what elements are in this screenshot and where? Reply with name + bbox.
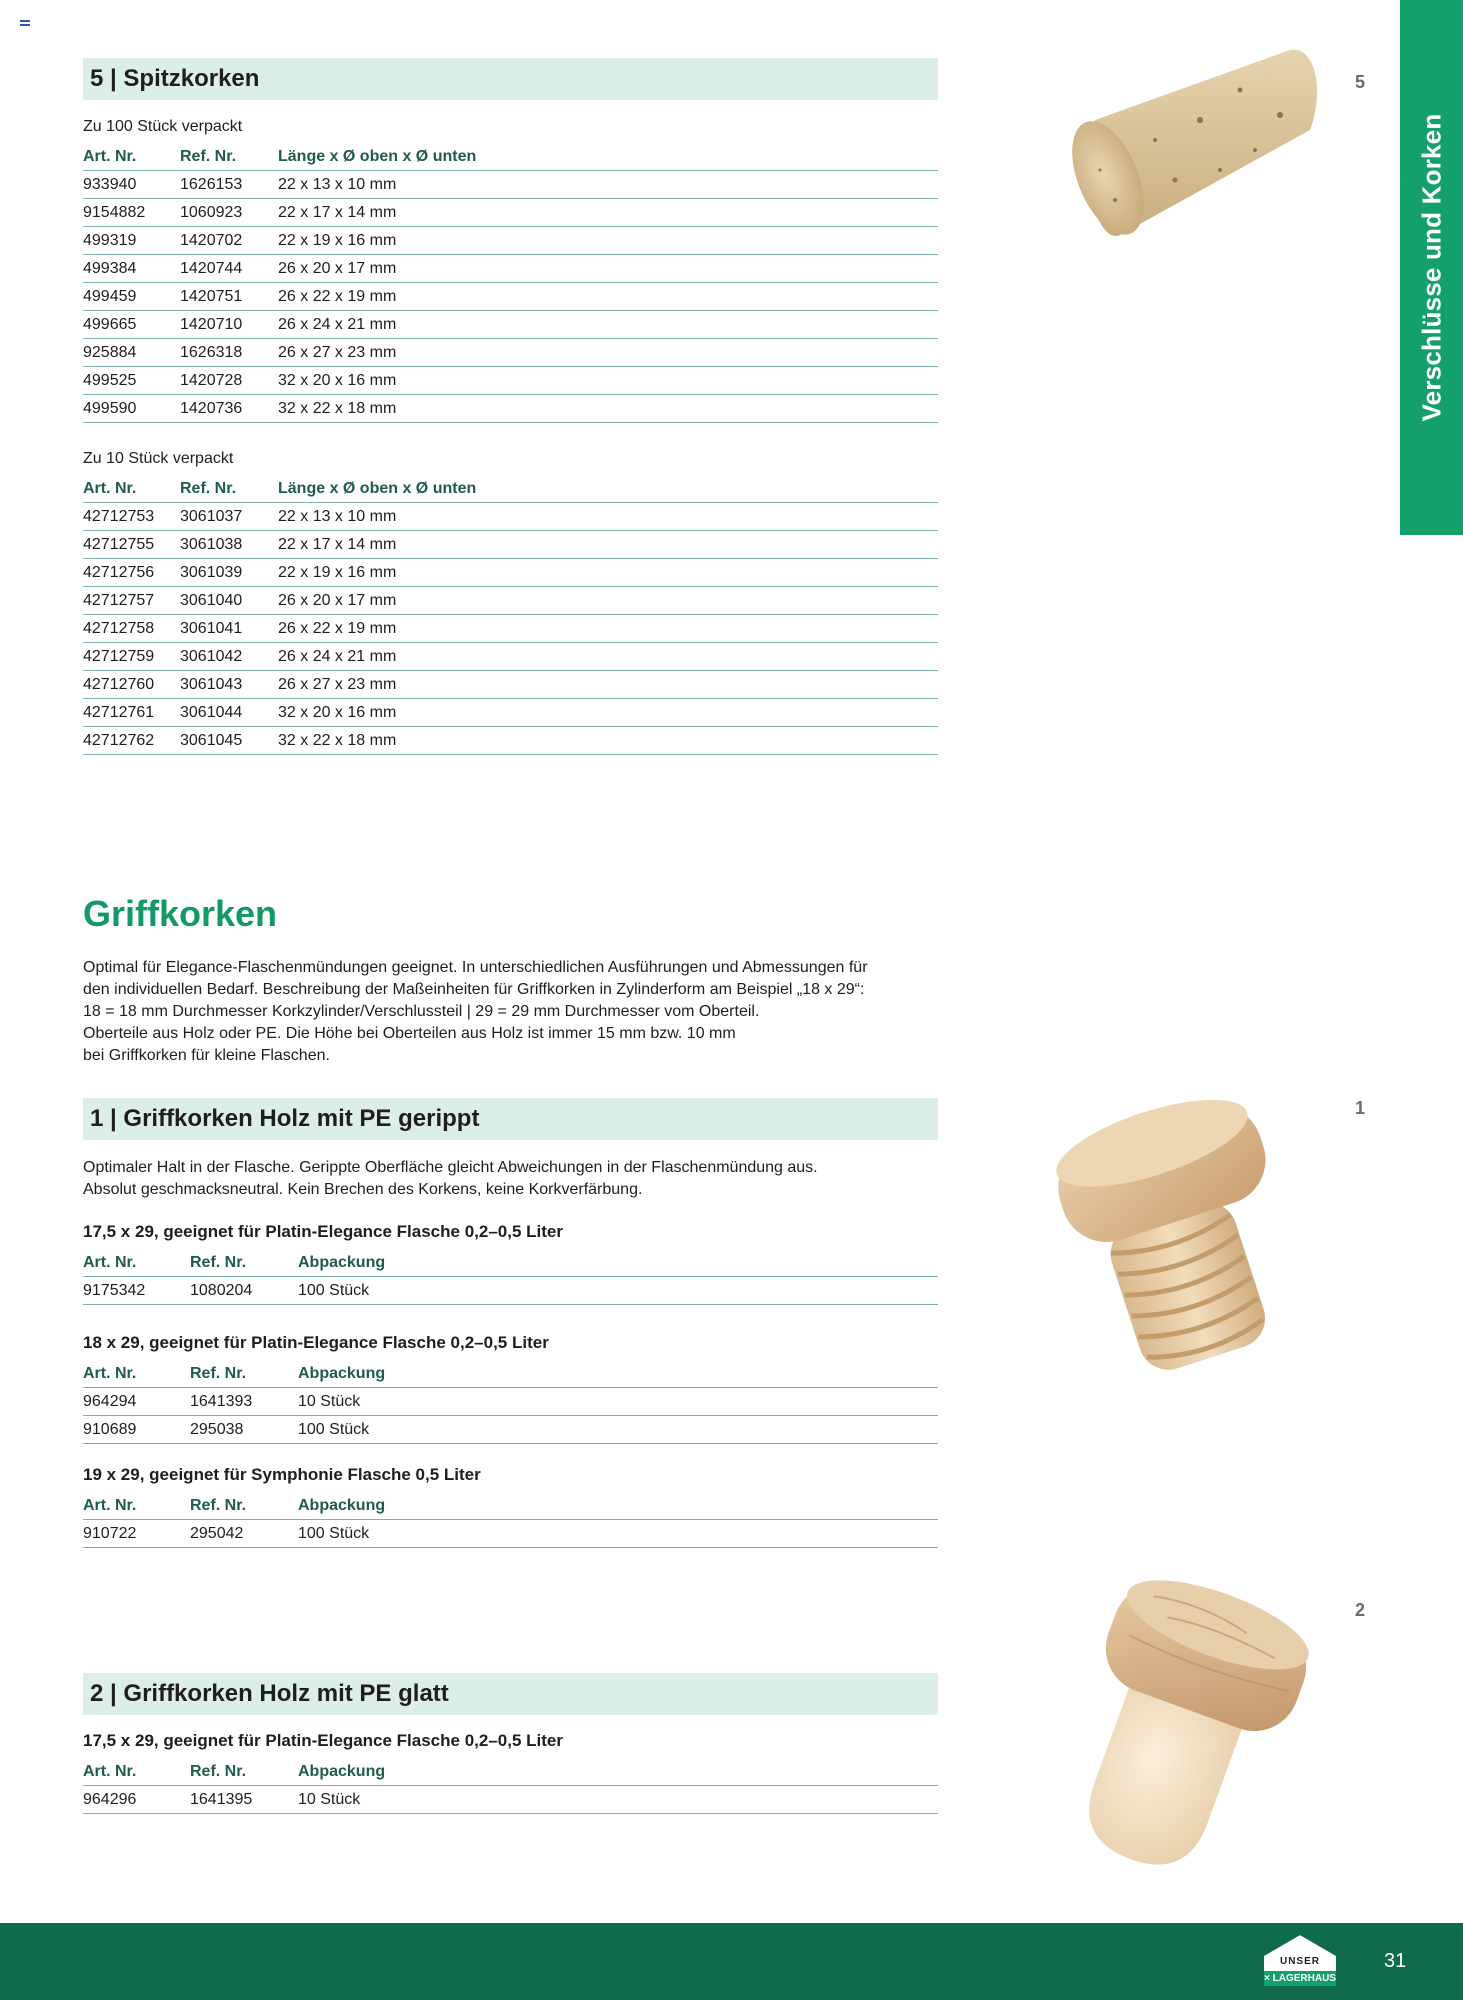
- cell-art-nr: 910722: [83, 1520, 190, 1548]
- cell-art-nr: 933940: [83, 171, 180, 199]
- cell-art-nr: 42712762: [83, 727, 180, 755]
- cell-ref-nr: 295042: [190, 1520, 298, 1548]
- cell-art-nr: 964294: [83, 1388, 190, 1416]
- cell-art-nr: 499665: [83, 311, 180, 339]
- cell-dimensions: 22 x 19 x 16 mm: [278, 559, 938, 587]
- table-row: [83, 1388, 938, 1416]
- cell-ref-nr: 295038: [190, 1416, 298, 1444]
- cell-ref-nr: 1420751: [180, 283, 278, 311]
- table-row: [83, 227, 938, 255]
- col-ref-nr: Ref. Nr.: [180, 143, 278, 171]
- cell-ref-nr: 3061040: [180, 587, 278, 615]
- cell-ref-nr: 1626318: [180, 339, 278, 367]
- table-row: [83, 199, 938, 227]
- glatt-table-1: [83, 1758, 938, 1814]
- table-row: [83, 1786, 938, 1814]
- cell-art-nr: 499384: [83, 255, 180, 283]
- cell-abpackung: 100 Stück: [298, 1416, 938, 1444]
- cell-abpackung: 100 Stück: [298, 1277, 938, 1305]
- col-abpackung: Abpackung: [298, 1492, 938, 1520]
- cell-ref-nr: 1420744: [180, 255, 278, 283]
- table-row: [83, 559, 938, 587]
- cell-art-nr: 42712759: [83, 643, 180, 671]
- table-row: [83, 255, 938, 283]
- table-row: [83, 1277, 938, 1305]
- cell-art-nr: 499590: [83, 395, 180, 423]
- spitzkorken-table-100: [83, 143, 938, 423]
- gerippt-table-2: [83, 1360, 938, 1444]
- gerippt-description: [83, 1157, 953, 1201]
- cell-ref-nr: 1641393: [190, 1388, 298, 1416]
- griffkorken-title: Griffkorken: [83, 893, 278, 934]
- table-row: [83, 727, 938, 755]
- logo-text-2: × LAGERHAUS: [1264, 1973, 1336, 1984]
- col-ref-nr: Ref. Nr.: [190, 1249, 298, 1277]
- cell-art-nr: 499459: [83, 283, 180, 311]
- cell-dimensions: 32 x 20 x 16 mm: [278, 367, 938, 395]
- col-abpackung: Abpackung: [298, 1249, 938, 1277]
- table-row: [83, 699, 938, 727]
- cell-dimensions: 22 x 19 x 16 mm: [278, 227, 938, 255]
- section-heading-gerippt: 1 | Griffkorken Holz mit PE gerippt: [83, 1098, 938, 1140]
- cell-dimensions: 22 x 13 x 10 mm: [278, 171, 938, 199]
- menu-icon[interactable]: [20, 20, 30, 28]
- cell-dimensions: 32 x 22 x 18 mm: [278, 395, 938, 423]
- col-abpackung: Abpackung: [298, 1360, 938, 1388]
- cell-dimensions: 26 x 20 x 17 mm: [278, 255, 938, 283]
- cell-ref-nr: 1420710: [180, 311, 278, 339]
- cell-art-nr: 925884: [83, 339, 180, 367]
- col-abpackung: Abpackung: [298, 1758, 938, 1786]
- side-tab-label: Verschlüsse und Korken: [1416, 113, 1446, 422]
- gerippt-subhead: 19 x 29, geeignet für Symphonie Flasche 0,5 Liter: [83, 1465, 481, 1484]
- cell-art-nr: 42712753: [83, 503, 180, 531]
- gerippt-subhead: 17,5 x 29, geeignet für Platin-Elegance Flasche 0,2–0,5 Liter: [83, 1222, 563, 1241]
- cell-art-nr: 964296: [83, 1786, 190, 1814]
- cell-art-nr: 42712761: [83, 699, 180, 727]
- cell-art-nr: 499319: [83, 227, 180, 255]
- col-art-nr: Art. Nr.: [83, 1758, 190, 1786]
- cell-abpackung: 100 Stück: [298, 1520, 938, 1548]
- figure-number-2: 2: [1355, 1600, 1366, 1620]
- group-caption: Zu 10 Stück verpackt: [83, 450, 234, 467]
- cell-dimensions: 32 x 22 x 18 mm: [278, 727, 938, 755]
- intro-line: bei Griffkorken für kleine Flaschen.: [83, 1047, 330, 1064]
- spitzkorken-table-10: [83, 475, 938, 755]
- cell-art-nr: 42712756: [83, 559, 180, 587]
- glatt-image: [1040, 1570, 1330, 1890]
- intro-line: den individuellen Bedarf. Beschreibung der Maßeinheiten für Griffkorken in Zylinderform am Beispiel „18 x 29“:: [83, 981, 865, 998]
- table-row: [83, 367, 938, 395]
- section-heading-glatt: 2 | Griffkorken Holz mit PE glatt: [83, 1673, 938, 1715]
- cell-ref-nr: 1080204: [190, 1277, 298, 1305]
- col-art-nr: Art. Nr.: [83, 475, 180, 503]
- table-row: [83, 1416, 938, 1444]
- griffkorken-intro: [83, 957, 953, 1067]
- cell-ref-nr: 3061045: [180, 727, 278, 755]
- cell-ref-nr: 3061043: [180, 671, 278, 699]
- cell-ref-nr: 1626153: [180, 171, 278, 199]
- logo-text-1: UNSER: [1279, 1956, 1320, 1967]
- cell-art-nr: 910689: [83, 1416, 190, 1444]
- cell-abpackung: 10 Stück: [298, 1786, 938, 1814]
- cell-dimensions: 26 x 27 x 23 mm: [278, 671, 938, 699]
- cell-art-nr: 42712755: [83, 531, 180, 559]
- col-dimensions: Länge x Ø oben x Ø unten: [278, 475, 938, 503]
- table-row: [83, 283, 938, 311]
- cell-ref-nr: 3061041: [180, 615, 278, 643]
- lagerhaus-logo: [1250, 1930, 1350, 1992]
- cell-dimensions: 22 x 17 x 14 mm: [278, 199, 938, 227]
- gerippt-image: [1040, 1080, 1330, 1410]
- col-art-nr: Art. Nr.: [83, 1360, 190, 1388]
- table-row: [83, 587, 938, 615]
- figure-number-1: 1: [1355, 1098, 1366, 1118]
- table-row: [83, 311, 938, 339]
- col-art-nr: Art. Nr.: [83, 1492, 190, 1520]
- cell-ref-nr: 1420736: [180, 395, 278, 423]
- table-row: [83, 171, 938, 199]
- table-row: [83, 503, 938, 531]
- cell-dimensions: 26 x 22 x 19 mm: [278, 615, 938, 643]
- gerippt-table-1: [83, 1249, 938, 1305]
- cell-art-nr: 499525: [83, 367, 180, 395]
- cell-ref-nr: 3061039: [180, 559, 278, 587]
- cell-art-nr: 9154882: [83, 199, 180, 227]
- cell-dimensions: 32 x 20 x 16 mm: [278, 699, 938, 727]
- table-row: [83, 531, 938, 559]
- col-ref-nr: Ref. Nr.: [190, 1360, 298, 1388]
- logo-text-2-word: LAGERHAUS: [1272, 1973, 1336, 1984]
- cell-dimensions: 26 x 20 x 17 mm: [278, 587, 938, 615]
- cell-art-nr: 9175342: [83, 1277, 190, 1305]
- side-tab: [1400, 0, 1463, 535]
- cell-ref-nr: 3061042: [180, 643, 278, 671]
- section-heading-spitzkorken: 5 | Spitzkorken: [83, 58, 938, 100]
- table-row: [83, 339, 938, 367]
- figure-number-5: 5: [1355, 72, 1366, 92]
- col-art-nr: Art. Nr.: [83, 1249, 190, 1277]
- spitzkorken-image: [1040, 30, 1330, 260]
- cell-ref-nr: 1641395: [190, 1786, 298, 1814]
- cell-dimensions: 22 x 13 x 10 mm: [278, 503, 938, 531]
- cell-dimensions: 26 x 24 x 21 mm: [278, 643, 938, 671]
- cell-ref-nr: 1420702: [180, 227, 278, 255]
- table-row: [83, 615, 938, 643]
- table-row: [83, 1520, 938, 1548]
- cell-ref-nr: 1060923: [180, 199, 278, 227]
- cell-art-nr: 42712760: [83, 671, 180, 699]
- gerippt-subhead: 18 x 29, geeignet für Platin-Elegance Flasche 0,2–0,5 Liter: [83, 1333, 549, 1352]
- table-row: [83, 643, 938, 671]
- cell-art-nr: 42712757: [83, 587, 180, 615]
- cell-ref-nr: 3061037: [180, 503, 278, 531]
- intro-line: 18 = 18 mm Durchmesser Korkzylinder/Verschlussteil | 29 = 29 mm Durchmesser vom Oberteil.: [83, 1003, 760, 1020]
- cell-dimensions: 26 x 24 x 21 mm: [278, 311, 938, 339]
- cell-ref-nr: 3061044: [180, 699, 278, 727]
- col-dimensions: Länge x Ø oben x Ø unten: [278, 143, 938, 171]
- col-ref-nr: Ref. Nr.: [190, 1492, 298, 1520]
- col-ref-nr: Ref. Nr.: [190, 1758, 298, 1786]
- glatt-subhead: 17,5 x 29, geeignet für Platin-Elegance Flasche 0,2–0,5 Liter: [83, 1731, 563, 1750]
- table-row: [83, 395, 938, 423]
- footer-bar: [0, 1923, 1463, 2000]
- cell-ref-nr: 1420728: [180, 367, 278, 395]
- intro-line: Oberteile aus Holz oder PE. Die Höhe bei Oberteilen aus Holz ist immer 15 mm bzw. 10 mm: [83, 1025, 736, 1042]
- cell-dimensions: 22 x 17 x 14 mm: [278, 531, 938, 559]
- gerippt-table-3: [83, 1492, 938, 1548]
- group-caption: Zu 100 Stück verpackt: [83, 118, 243, 135]
- cell-dimensions: 26 x 27 x 23 mm: [278, 339, 938, 367]
- cell-ref-nr: 3061038: [180, 531, 278, 559]
- col-art-nr: Art. Nr.: [83, 143, 180, 171]
- desc-line: Optimaler Halt in der Flasche. Gerippte Oberfläche gleicht Abweichungen in der Flaschenmündung aus.: [83, 1159, 818, 1176]
- cell-art-nr: 42712758: [83, 615, 180, 643]
- intro-line: Optimal für Elegance-Flaschenmündungen geeignet. In unterschiedlichen Ausführungen und Abmessungen für: [83, 959, 868, 976]
- table-row: [83, 671, 938, 699]
- desc-line: Absolut geschmacksneutral. Kein Brechen des Korkens, keine Korkverfärbung.: [83, 1181, 643, 1198]
- cell-dimensions: 26 x 22 x 19 mm: [278, 283, 938, 311]
- col-ref-nr: Ref. Nr.: [180, 475, 278, 503]
- page-number: 31: [1384, 1950, 1407, 1972]
- cell-abpackung: 10 Stück: [298, 1388, 938, 1416]
